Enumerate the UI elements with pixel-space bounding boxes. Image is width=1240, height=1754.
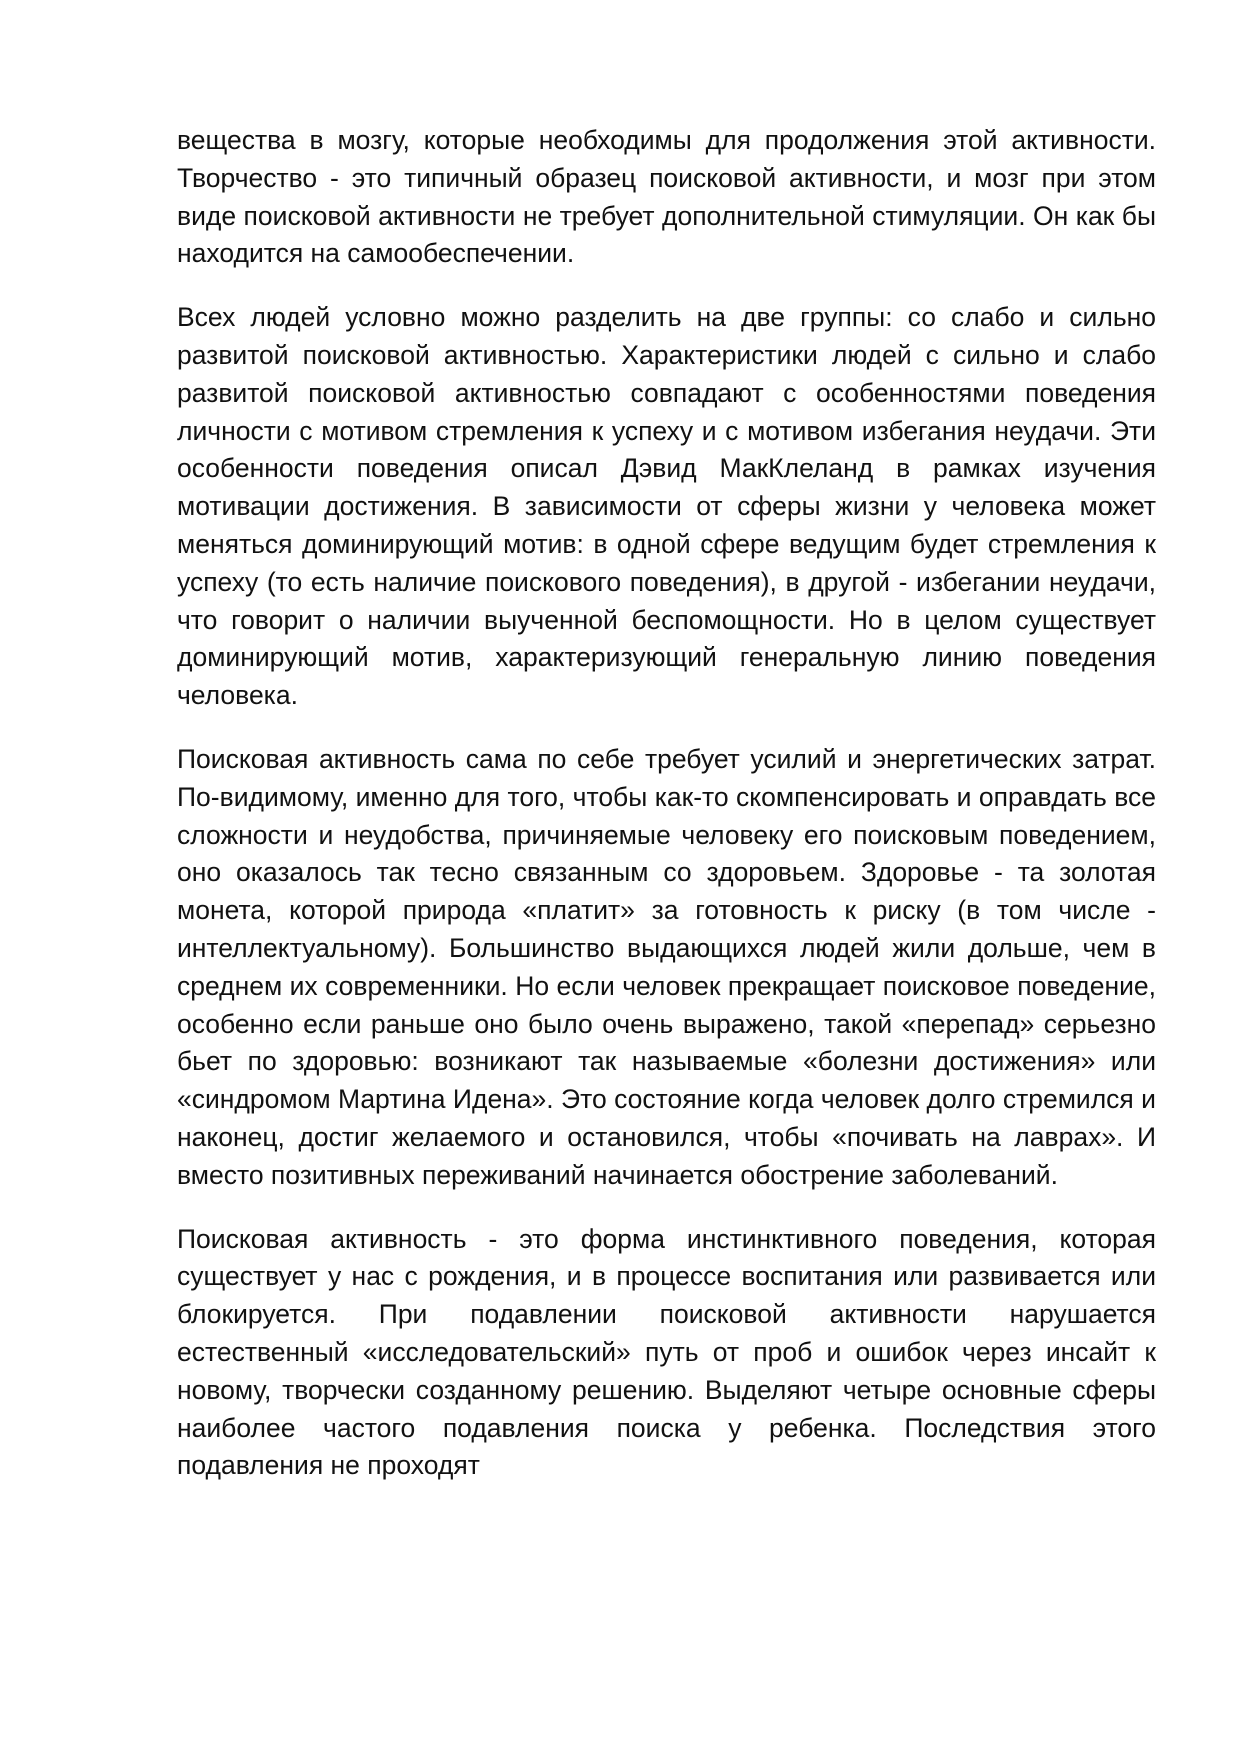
paragraph-3: Поисковая активность сама по себе требует усилий и энергетических затрат. По-видимому, именно для того, чтобы как-то скомпенсировать и оправдать все сложности и неудобства, причиняемые человеку его поисковым поведением, оно оказалось так тесно связанным со здоровьем. Здоровье - та золотая монета, которой природа «платит» за готовность к риску (в том числе - интеллектуальному). Большинство выдающихся людей жили дольше, чем в среднем их современники. Но если человек прекращает поисковое поведение, особенно если раньше оно было очень выражено, такой «перепад» серьезно бьет по здоровью: возникают так называемые «болезни достижения» или «синдромом Мартина Идена». Это состояние когда человек долго стремился и наконец, достиг желаемого и остановился, чтобы «почивать на лаврах». И вместо позитивных переживаний начинается обострение заболеваний. [177,743,1156,1190]
paragraph-4: Поисковая активность - это форма инстинктивного поведения, которая существует у нас с рождения, и в процессе воспитания или развивается или блокируется. При подавлении поисковой активности нарушается естественный «исследовательский» путь от проб и ошибок через инсайт к новому, творчески созданному решению. Выделяют четыре основные сферы наиболее частого подавления поиска у ребенка. Последствия этого подавления не проходят [177,1223,1156,1481]
document-body [177,122,1156,1511]
paragraph-2: Всех людей условно можно разделить на две группы: со слабо и сильно развитой поисковой активностью. Характеристики людей с сильно и слабо развитой поисковой активностью совпадают с особенностями поведения личности с мотивом стремления к успеху и с мотивом избегания неудачи. Эти особенности поведения описал Дэвид МакКлеланд в рамках изучения мотивации достижения. В зависимости от сферы жизни у человека может меняться доминирующий мотив: в одной сфере ведущим будет стремления к успеху (то есть наличие поискового поведения), в другой - избегании неудачи, что говорит о наличии выученной беспомощности. Но в целом существует доминирующий мотив, характеризующий генеральную линию поведения человека. [177,302,1156,711]
paragraph-1: вещества в мозгу, которые необходимы для продолжения этой активности. Творчество - это типичный образец поисковой активности, и мозг при этом виде поисковой активности не требует дополнительной стимуляции. Он как бы находится на самообеспечении. [177,125,1156,269]
